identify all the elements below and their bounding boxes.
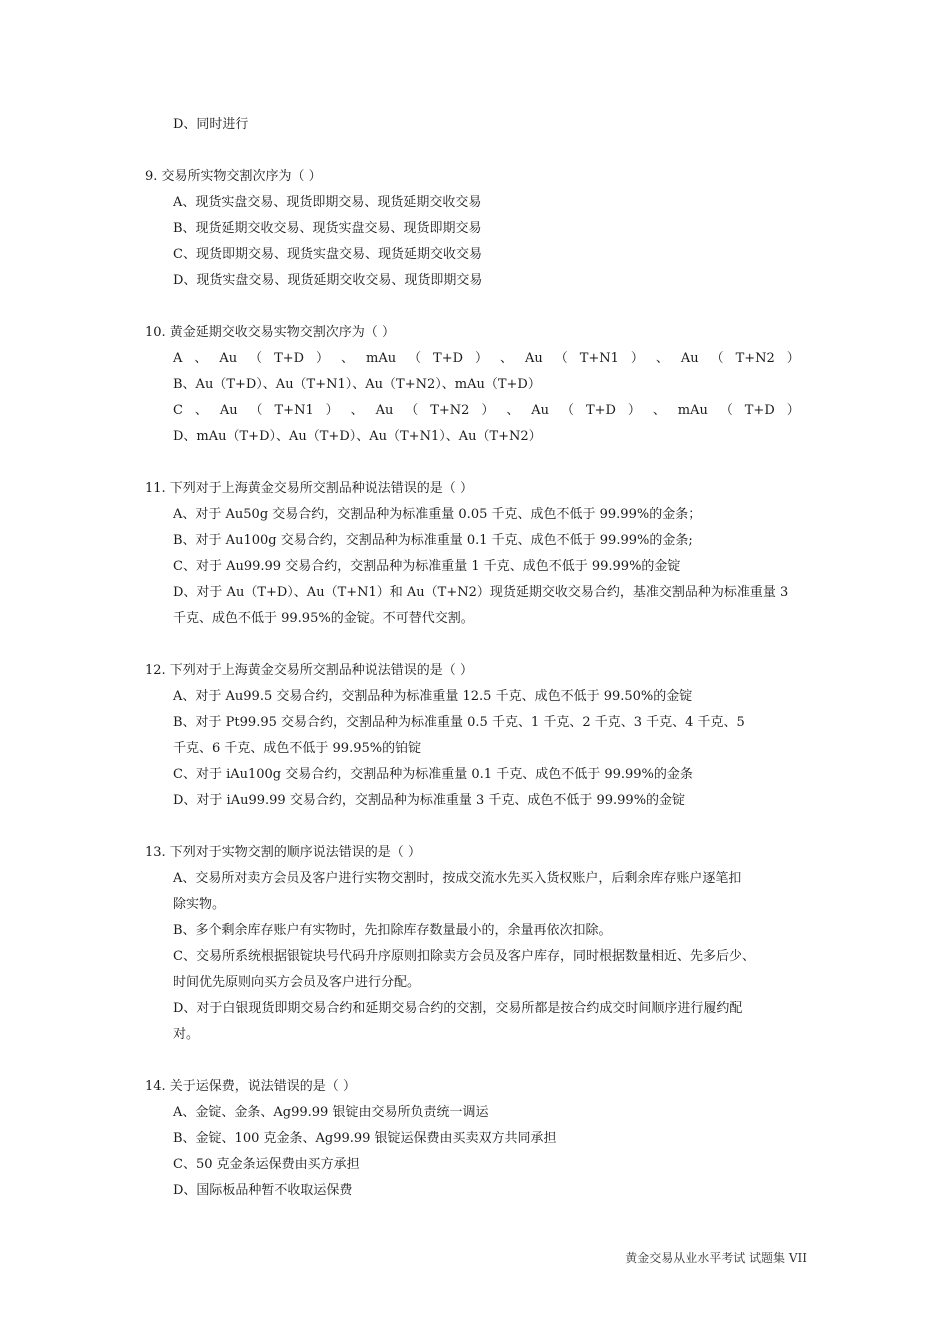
question-13-option-c-cont: 时间优先原则向买方会员及客户进行分配。 [173,975,421,990]
question-11-option-a: A、对于 Au50g 交易合约，交割品种为标准重量 0.05 千克、成色不低于 99.99%的金条； [173,507,702,522]
question-10-option-d: D、mAu（T+D）、Au（T+D）、Au（T+N1）、Au（T+N2） [173,429,542,444]
question-11-option-d: D、对于 Au（T+D）、Au（T+N1）和 Au（T+N2）现货延期交收交易合约，基准交割品种为标准重量 3 [173,585,789,600]
question-10-option-c: C 、 Au （ T+N1 ） 、 Au （ T+N2 ） 、 Au （ T+D ） 、 mAu （ T+D ） [173,403,800,418]
question-9-option-b: B、现货延期交收交易、现货实盘交易、现货即期交易 [173,221,482,236]
question-13-option-c: C、交易所系统根据银锭块号代码升序原则扣除卖方会员及客户库存，同时根据数量相近、先多后少、 [173,949,755,964]
question-11-option-d-cont: 千克、成色不低于 99.95%的金锭。不可替代交割。 [173,611,474,626]
question-12-option-b: B、对于 Pt99.95 交易合约，交割品种为标准重量 0.5 千克、1 千克、2 千克、3 千克、4 千克、5 [173,715,745,730]
question-9-option-d: D、现货实盘交易、现货延期交收交易、现货即期交易 [173,273,483,288]
question-10: 10. 黄金延期交收交易实物交割次序为（ ） [145,325,395,340]
question-9-option-a: A、现货实盘交易、现货即期交易、现货延期交收交易 [173,195,482,210]
question-14-option-d: D、国际板品种暂不收取运保费 [173,1183,353,1198]
question-14-option-a: A、金锭、金条、Ag99.99 银锭由交易所负责统一调运 [173,1105,489,1120]
question-10-option-a: A 、 Au （ T+D ） 、 mAu （ T+D ） 、 Au （ T+N1 ） 、 Au （ T+N2 ） [173,351,800,366]
question-13: 13. 下列对于实物交割的顺序说法错误的是（ ） [145,845,421,860]
question-13-option-a: A、交易所对卖方会员及客户进行实物交割时，按成交流水先买入货权账户，后剩余库存账户逐笔扣 [173,871,742,886]
question-12-option-b-cont: 千克、6 千克、成色不低于 99.95%的铂锭 [173,741,422,756]
question-11-option-b: B、对于 Au100g 交易合约，交割品种为标准重量 0.1 千克、成色不低于 99.99%的金条; [173,533,693,548]
question-10-option-b: B、Au（T+D）、Au（T+N1）、Au（T+N2）、mAu（T+D） [173,377,541,392]
question-12-option-d: D、对于 iAu99.99 交易合约，交割品种为标准重量 3 千克、成色不低于 99.99%的金锭 [173,793,686,808]
question-12: 12. 下列对于上海黄金交易所交割品种说法错误的是（ ） [145,663,473,678]
question-11: 11. 下列对于上海黄金交易所交割品种说法错误的是（ ） [145,481,473,496]
question-13-option-b: B、多个剩余库存账户有实物时，先扣除库存数量最小的，余量再依次扣除。 [173,923,612,938]
page-footer: 黄金交易从业水平考试 试题集 VII [625,1251,807,1265]
question-9: 9. 交易所实物交割次序为（ ） [145,169,322,184]
question-14-option-b: B、金锭、100 克金条、Ag99.99 银锭运保费由买卖双方共同承担 [173,1131,557,1146]
question-9-option-c: C、现货即期交易、现货实盘交易、现货延期交收交易 [173,247,482,262]
question-12-option-c: C、对于 iAu100g 交易合约，交割品种为标准重量 0.1 千克、成色不低于 99.99%的金条 [173,767,693,782]
question-12-option-a: A、对于 Au99.5 交易合约，交割品种为标准重量 12.5 千克、成色不低于 99.50%的金锭 [173,689,693,704]
question-14-option-c: C、50 克金条运保费由买方承担 [173,1157,360,1172]
question-13-option-d-cont: 对。 [173,1027,200,1042]
question-11-option-c: C、对于 Au99.99 交易合约，交割品种为标准重量 1 千克、成色不低于 99.99%的金锭 [173,559,681,574]
question-13-option-a-cont: 除实物。 [173,897,226,912]
prev-question-option-d: D、同时进行 [173,117,249,132]
question-14: 14. 关于运保费，说法错误的是（ ） [145,1079,356,1094]
question-13-option-d: D、对于白银现货即期交易合约和延期交易合约的交割，交易所都是按合约成交时间顺序进行履约配 [173,1001,743,1016]
